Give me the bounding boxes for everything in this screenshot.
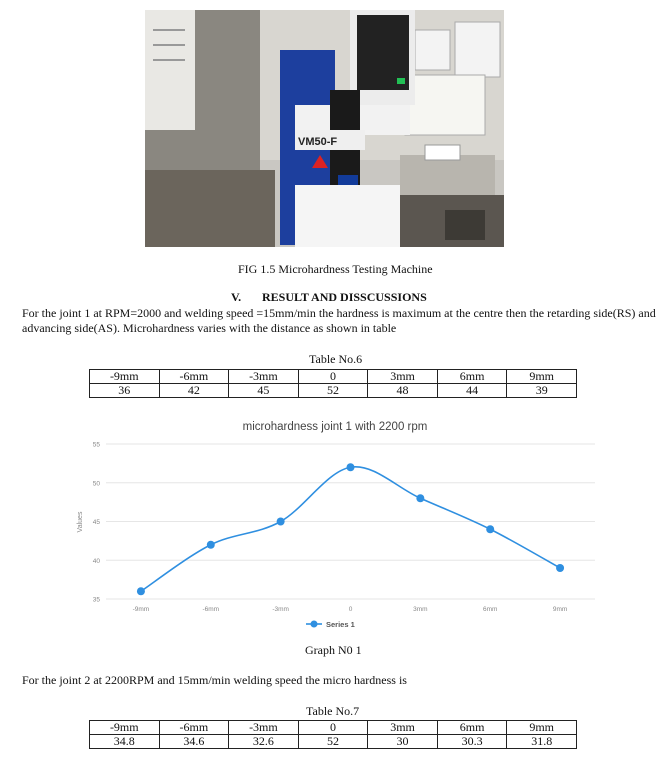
table-row xyxy=(90,384,577,398)
table-cell: -9mm xyxy=(90,721,160,735)
table-cell: 30 xyxy=(368,735,438,749)
table-cell: 45 xyxy=(229,384,299,398)
table7-title: Table No.7 xyxy=(306,704,360,718)
machine-photo xyxy=(145,10,504,247)
x-tick-label: -9mm xyxy=(132,606,150,613)
x-tick-label: 6mm xyxy=(482,606,498,613)
table-cell: -3mm xyxy=(229,370,299,384)
hardness-line-chart xyxy=(70,412,600,640)
y-axis-label: Values xyxy=(77,511,84,533)
table-cell: 52 xyxy=(298,384,368,398)
y-tick-label: 55 xyxy=(92,441,100,449)
table-cell: 30.3 xyxy=(437,735,507,749)
table-cell: 39 xyxy=(507,384,577,398)
data-point xyxy=(347,463,355,471)
table-cell: 32.6 xyxy=(229,735,299,749)
table-cell: 3mm xyxy=(368,370,438,384)
legend-marker xyxy=(311,621,318,628)
series-1-line xyxy=(141,467,560,591)
table-cell: 3mm xyxy=(368,721,438,735)
table-cell: 0 xyxy=(298,370,368,384)
y-tick-labels xyxy=(93,442,101,604)
table-cell: 34.6 xyxy=(159,735,229,749)
table-cell: 9mm xyxy=(507,370,577,384)
table-cell: 0 xyxy=(298,721,368,735)
table-cell: 34.8 xyxy=(90,735,160,749)
figure-caption: FIG 1.5 Microhardness Testing Machine xyxy=(238,262,433,276)
data-point xyxy=(207,541,215,549)
data-point xyxy=(486,525,494,533)
table-cell: 44 xyxy=(437,384,507,398)
x-tick-label: 9mm xyxy=(552,606,568,613)
data-point xyxy=(556,564,564,572)
table6-title: Table No.6 xyxy=(309,352,363,366)
table-cell: 48 xyxy=(368,384,438,398)
table6 xyxy=(89,369,577,398)
table-row xyxy=(90,721,577,735)
y-tick-label: 45 xyxy=(92,519,100,526)
x-tick-labels xyxy=(133,606,568,613)
legend-series-1: Series 1 xyxy=(326,620,355,629)
y-tick-label: 50 xyxy=(92,480,100,488)
table-cell: -6mm xyxy=(159,370,229,384)
table-row xyxy=(90,370,577,384)
machine-label: VM50-F xyxy=(298,136,338,148)
chart-title: microhardness joint 1 with 2200 rpm xyxy=(242,421,428,433)
paragraph-joint-1: For the joint 1 at RPM=2000 and welding speed =15mm/min the hardness is maximum at the centre then the retarding side(RS) and advancing side(AS). Microhardness varies with the distance as shown in table xyxy=(22,306,656,335)
x-tick-label: -6mm xyxy=(202,606,220,613)
table-cell: 9mm xyxy=(507,721,577,735)
table-cell: 6mm xyxy=(437,370,507,384)
x-tick-label: 0 xyxy=(348,606,353,613)
data-point xyxy=(416,494,424,502)
table-cell: 6mm xyxy=(437,721,507,735)
table-cell: -9mm xyxy=(90,370,160,384)
chart-legend xyxy=(306,620,355,629)
paragraph-joint-2: For the joint 2 at 2200RPM and 15mm/min welding speed the micro hardness is xyxy=(22,673,407,687)
table-cell: -6mm xyxy=(159,721,229,735)
data-point xyxy=(137,587,145,595)
table-cell: 52 xyxy=(298,735,368,749)
x-tick-label: 3mm xyxy=(413,606,428,613)
section-title: RESULT AND DISSCUSSIONS xyxy=(262,290,427,304)
table-cell: -3mm xyxy=(229,721,299,735)
graph-caption: Graph N0 1 xyxy=(305,643,362,657)
machine-illustration xyxy=(145,10,504,247)
table-cell: 31.8 xyxy=(507,735,577,749)
y-tick-label: 35 xyxy=(92,596,100,604)
table-cell: 36 xyxy=(90,384,160,398)
table-cell: 42 xyxy=(159,384,229,398)
table-row xyxy=(90,735,577,749)
y-tick-label: 40 xyxy=(92,557,100,565)
x-tick-label: -3mm xyxy=(272,606,289,613)
data-point xyxy=(277,518,285,526)
table7 xyxy=(89,720,577,749)
section-number: V. xyxy=(231,290,242,304)
